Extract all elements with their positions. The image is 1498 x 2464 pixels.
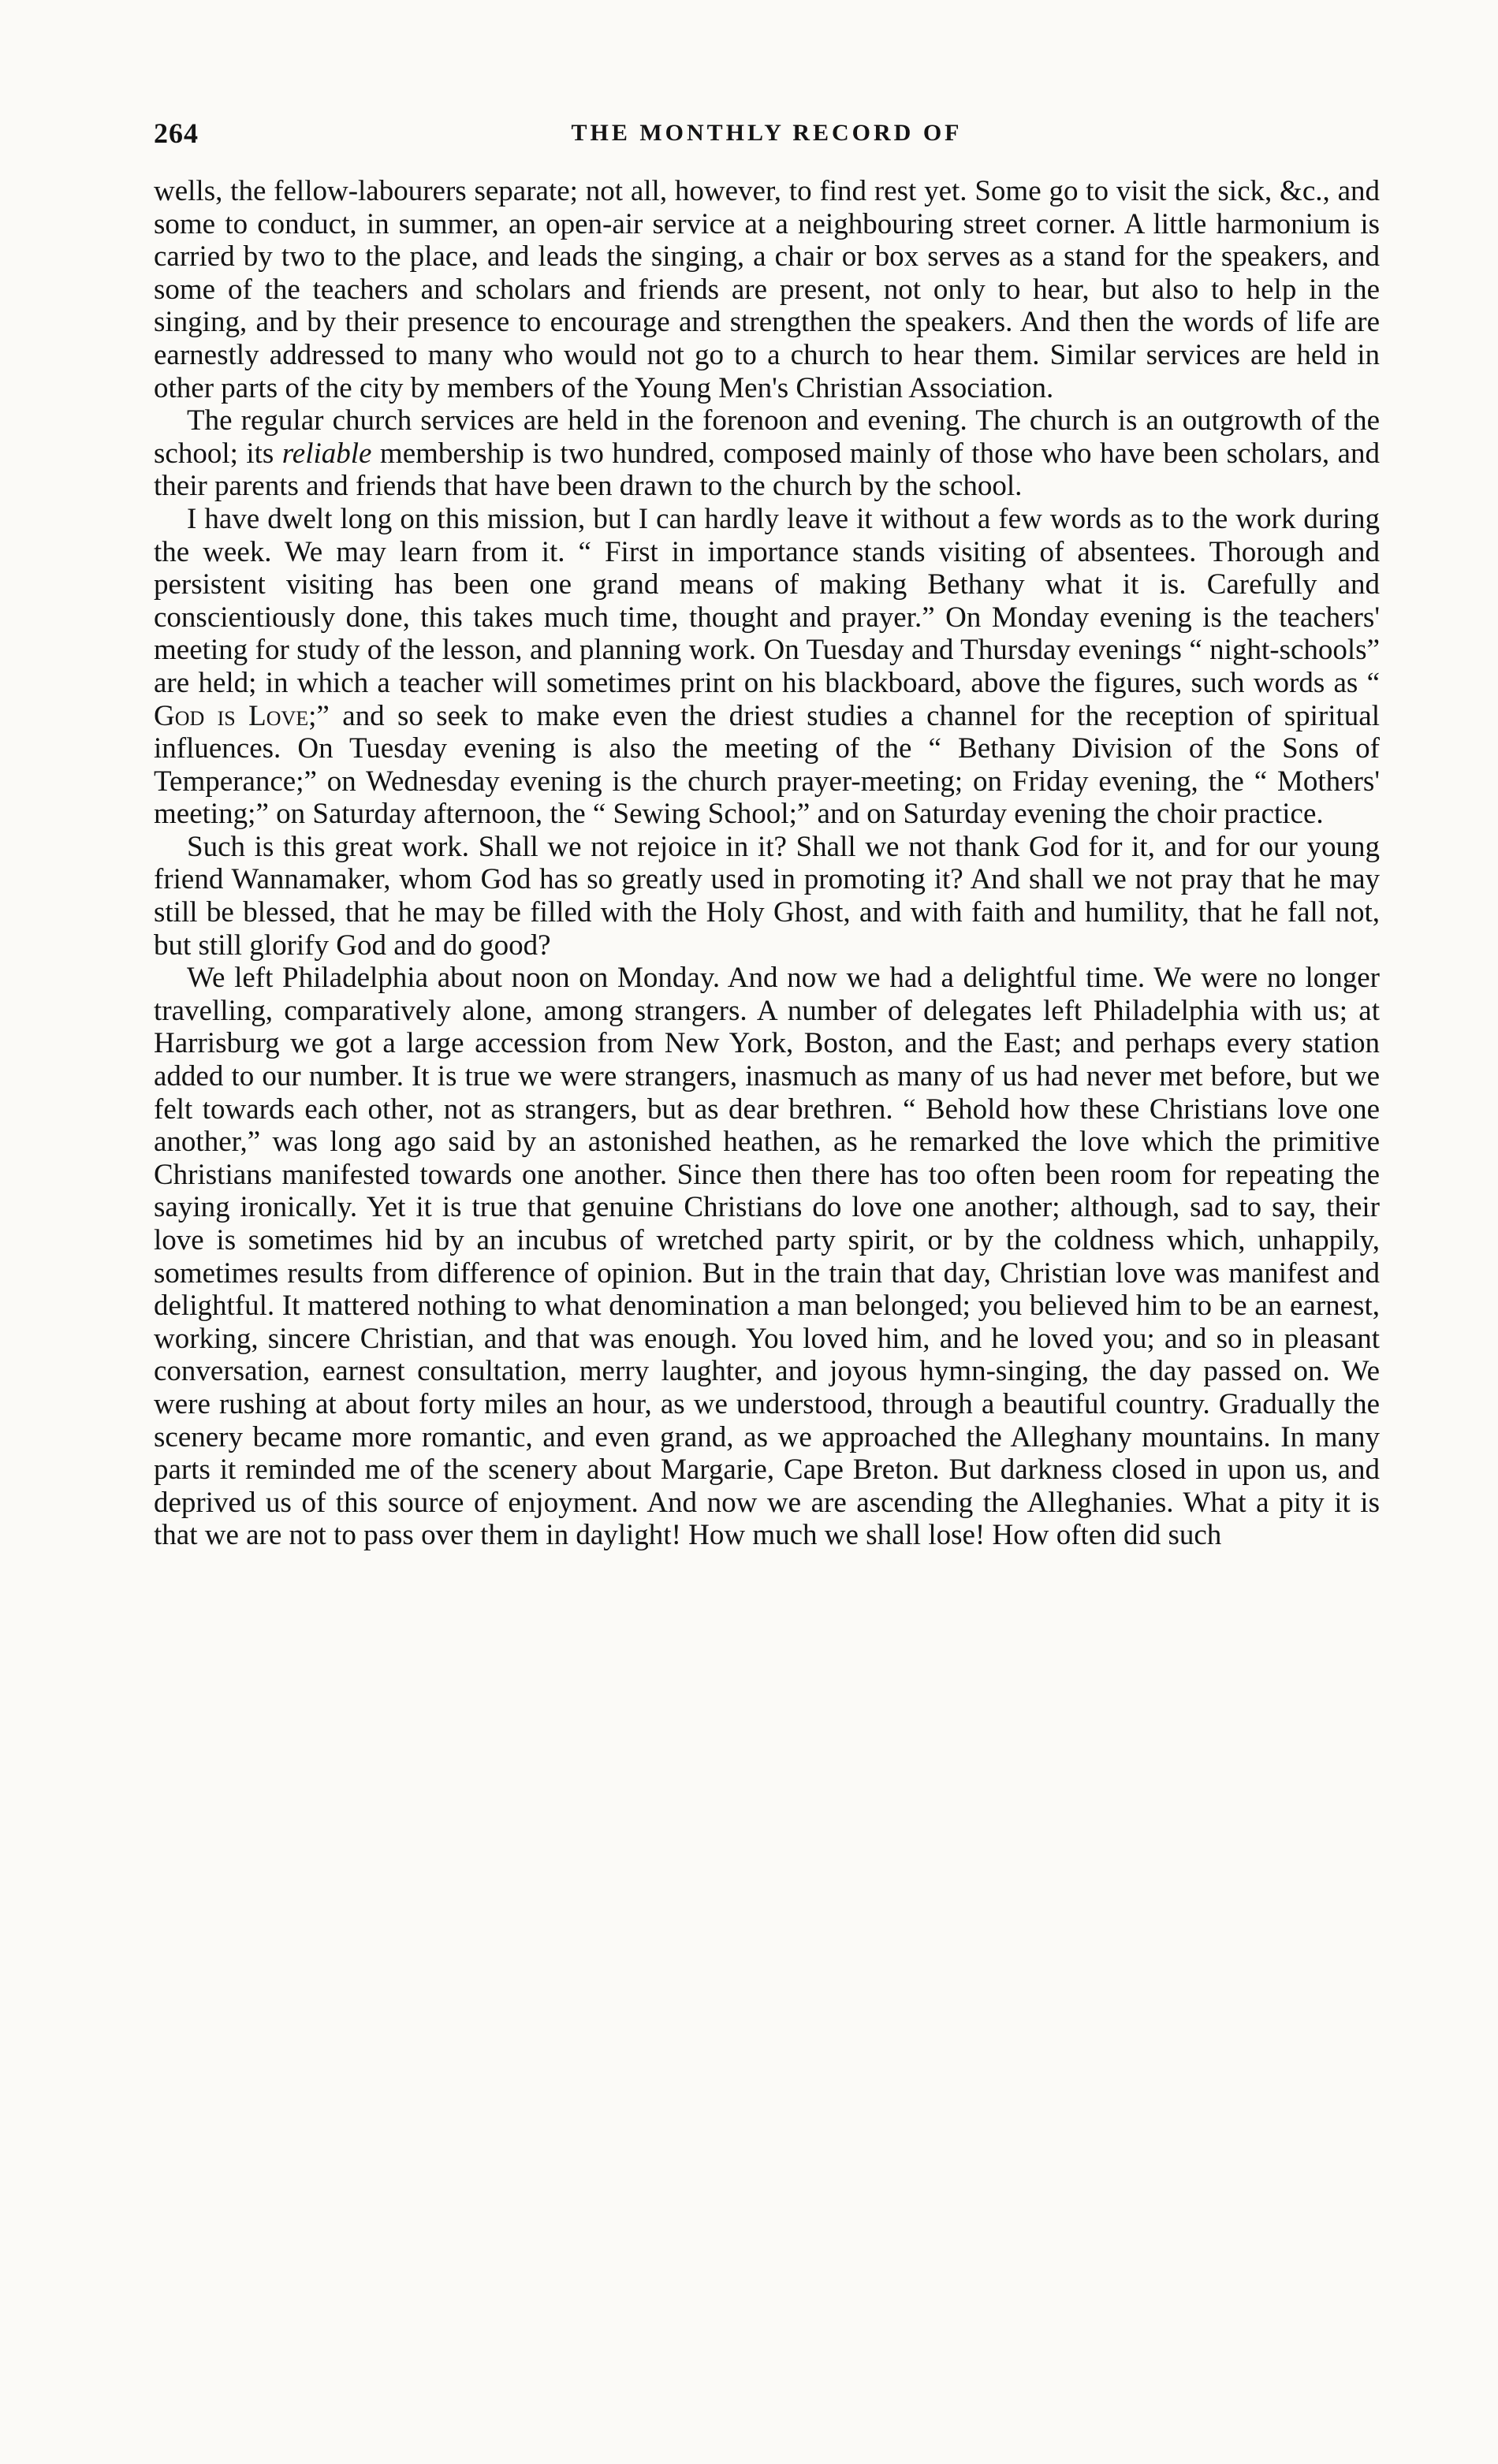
running-head <box>154 117 1380 156</box>
italic-text: reliable <box>281 437 372 470</box>
paragraph <box>154 404 1380 503</box>
text-run: wells, the fellow-labourers separate; not all, however, to find rest yet. Some go to visit the sick, &c., and some to conduct, in summer, an open-air service at a neighbouring street corner. A little harmonium is carried by two to the place, and leads the singing, a chair or box serves as a stand for the speakers, and some of the teachers and scholars and friends are present, not only to hear, but also to help in the singing, and by their presence to encourage and strengthen the speakers. And then the words of life are earnestly addressed to many who would not go to a church to hear them. Similar services are held in other parts of the city by members of the Young Men's Christian Association. <box>154 175 1380 404</box>
paragraph <box>154 175 1380 404</box>
text-run: I have dwelt long on this mission, but I can hardly leave it without a few words as to the work during the week. We may learn from it. “ First in importance stands visiting of absentees. Thorough and persistent visiting has been one grand means of making Bethany what it is. Carefully and conscientiously done, this takes much time, thought and prayer.” On Monday evening is the teachers' meeting for study of the lesson, and planning work. On Tuesday and Thursday evenings “ night-schools” are held; in which a teacher will sometimes print on his blackboard, above the figures, such words as “ <box>154 502 1380 699</box>
paragraph <box>154 831 1380 962</box>
text-run: The regular church services are held in the forenoon and evening. The church is an outgrowth of the school; its <box>154 404 1380 470</box>
running-title: THE MONTHLY RECORD OF <box>571 120 963 146</box>
text-run: membership is two hundred, composed mainly of those who have been scholars, and their parents and friends that have been drawn to the church by the school. <box>154 437 1380 503</box>
paragraph <box>154 962 1380 1552</box>
body-text <box>154 175 1380 1552</box>
text-run: We left Philadelphia about noon on Monday. And now we had a delightful time. We were no longer travelling, comparatively alone, among strangers. A number of delegates left Philadelphia with us; at Harrisburg we got a large accession from New York, Boston, and the East; and perhaps every station added to our number. It is true we were strangers, inasmuch as many of us had never met before, but we felt towards each other, not as strangers, but as dear brethren. “ Behold how these Christians love one another,” was long ago said by an astonished heathen, as he remarked the love which the primitive Christians manifested towards one another. Since then there has too often been room for repeating the saying ironically. Yet it is true that genuine Christians do love one another; although, sad to say, their love is sometimes hid by an incubus of wretched party spirit, or by the coldness which, unhappily, sometimes results from difference of opinion. But in the train that day, Christian love was manifest and delightful. It mattered nothing to what denomination a man belonged; you believed him to be an earnest, working, sincere Christian, and that was enough. You loved him, and he loved you; and so in pleasant conversation, earnest consultation, merry laughter, and joyous hymn-singing, the day passed on. We were rushing at about forty miles an hour, as we understood, through a beautiful country. Gradually the scenery became more romantic, and even grand, as we approached the Alleghany mountains. In many parts it reminded me of the scenery about Margarie, Cape Breton. But darkness closed in upon us, and deprived us of this source of enjoyment. And now we are ascending the Alleghanies. What a pity it is that we are not to pass over them in daylight! How much we shall lose! How often did such <box>154 962 1380 1552</box>
text-run: Such is this great work. Shall we not rejoice in it? Shall we not thank God for it, and for our young friend Wannamaker, whom God has so greatly used in promoting it? And shall we not pray that he may still be blessed, that he may be filled with the Holy Ghost, and with faith and humility, that he fall not, but still glorify God and do good? <box>154 830 1380 962</box>
text-run: ;” and so seek to make even the driest studies a channel for the reception of spiritual influences. On Tuesday evening is also the meeting of the “ Bethany Division of the Sons of Temperance;” on Wednesday evening is the church prayer-meeting; on Friday evening, the “ Mothers' meeting;” on Saturday afternoon, the “ Sewing School;” and on Saturday evening the choir practice. <box>154 699 1380 831</box>
page-number: 264 <box>154 117 199 149</box>
small-caps-text: God is Love <box>154 699 309 732</box>
paragraph <box>154 503 1380 831</box>
